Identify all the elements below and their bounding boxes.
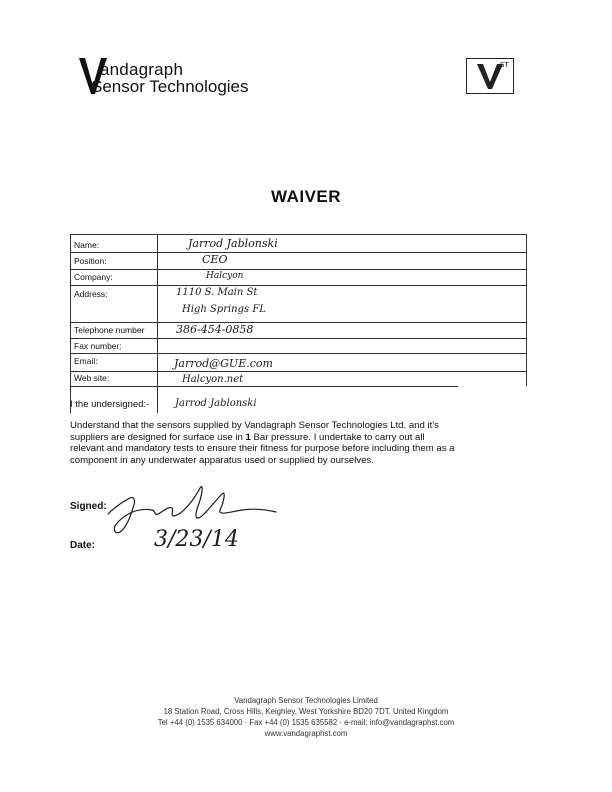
statement-line-2: suppliers are designed for surface use in 1 Bar pressure. I undertake to carry out all bbox=[70, 431, 425, 443]
date-value: 3/23/14 bbox=[154, 527, 239, 552]
website-value: Halcyon.net bbox=[182, 374, 244, 385]
address-label: Address: bbox=[74, 289, 108, 299]
footer-contact: Tel +44 (0) 1535 634000 · Fax +44 (0) 1535 635582 · e-mail: info@vandagraphst.com bbox=[157, 718, 455, 727]
date-label: Date: bbox=[70, 540, 96, 551]
waiver-statement bbox=[70, 420, 540, 466]
fax-label: Fax number: bbox=[74, 341, 122, 351]
undersigned-label: I the undersigned:- bbox=[70, 399, 150, 410]
statement-line-4: component in any underwater apparatus used or supplied by ourselves. bbox=[70, 454, 374, 466]
name-value: Jarrod Jablonski bbox=[188, 237, 278, 250]
badge-logo bbox=[466, 58, 514, 94]
footer-address: 18 Station Road, Cross Hills, Keighley, West Yorkshire BD20 7DT. United Kingdom bbox=[163, 707, 449, 716]
address-line-2: High Springs FL bbox=[182, 304, 266, 315]
position-value: CEO bbox=[202, 253, 228, 266]
company-value: Halcyon bbox=[206, 271, 244, 281]
website-label: Web site: bbox=[74, 373, 110, 383]
footer-company: Vandagraph Sensor Technologies Limited bbox=[234, 696, 378, 705]
position-label: Position: bbox=[74, 256, 107, 266]
email-value: Jarrod@GUE.com bbox=[174, 357, 273, 370]
footer-web: www.vandagraphst.com bbox=[264, 729, 348, 738]
email-label: Email: bbox=[74, 356, 98, 366]
footer bbox=[0, 695, 612, 739]
brand-line-2: Sensor Technologies bbox=[91, 77, 249, 96]
name-label: Name: bbox=[74, 240, 100, 250]
contact-form-table bbox=[70, 234, 526, 413]
signed-label: Signed: bbox=[70, 501, 107, 512]
badge-text: ST bbox=[500, 61, 509, 69]
telephone-label: Telephone number bbox=[74, 325, 145, 335]
address-line-1: 1110 S. Main St bbox=[176, 287, 258, 298]
company-logo bbox=[78, 56, 298, 100]
statement-line-3: relevant and mandatory tests to ensure their fitness for purpose before including them as a bbox=[70, 443, 455, 455]
brand-line-1: andagraph bbox=[100, 60, 184, 79]
document-title: WAIVER bbox=[270, 187, 342, 206]
company-label: Company: bbox=[74, 272, 113, 282]
telephone-value: 386-454-0858 bbox=[176, 323, 254, 336]
statement-line-1: Understand that the sensors supplied by Vandagraph Sensor Technologies Ltd. and it's bbox=[70, 420, 439, 431]
undersigned-name: Jarrod Jablonski bbox=[175, 398, 257, 409]
